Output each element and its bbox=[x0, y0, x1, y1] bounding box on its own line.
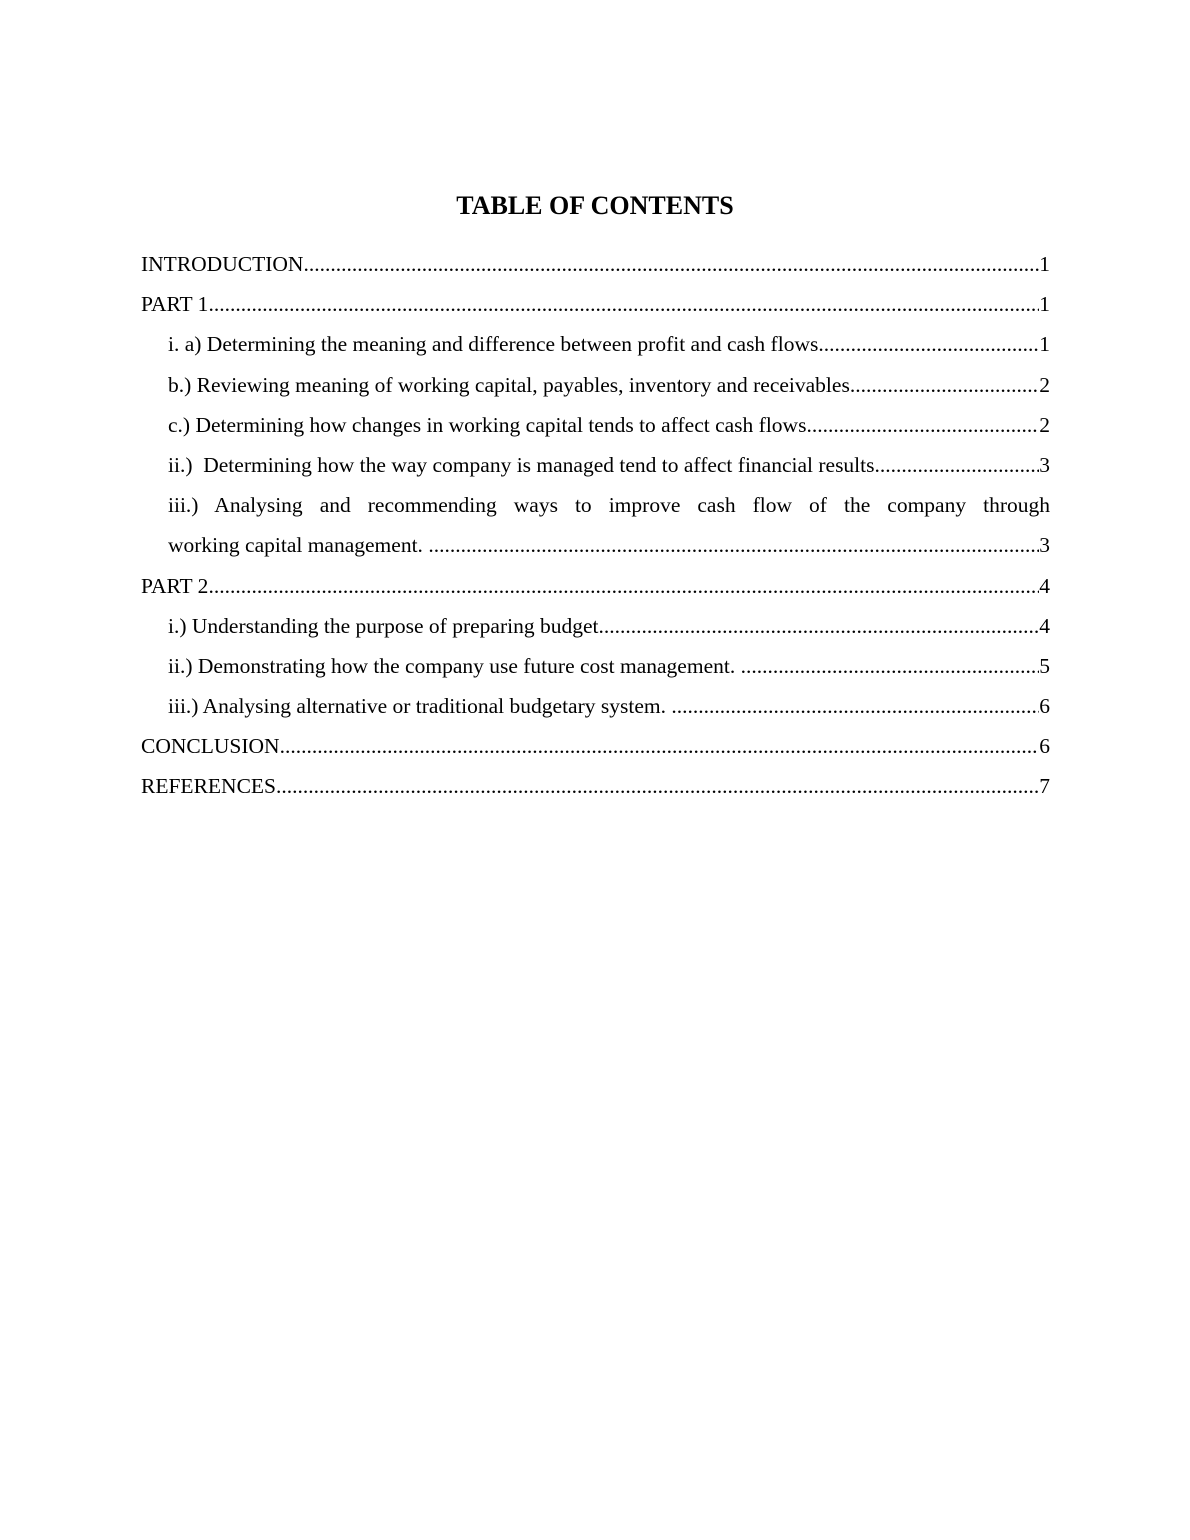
toc-entry-label: CONCLUSION bbox=[141, 734, 280, 759]
toc-leader-dots bbox=[208, 566, 1039, 606]
toc-page-number: 3 bbox=[1039, 533, 1050, 558]
toc-leader-dots bbox=[850, 365, 1039, 405]
toc-page-number: 1 bbox=[1039, 292, 1050, 317]
toc-leader-dots bbox=[276, 766, 1039, 806]
toc-page-number: 5 bbox=[1039, 653, 1050, 678]
toc-entry-future-cost[interactable] bbox=[141, 646, 1050, 686]
toc-entry-part-1[interactable] bbox=[141, 284, 1050, 324]
page-title: TABLE OF CONTENTS bbox=[456, 191, 734, 220]
toc-page-number: 1 bbox=[1039, 252, 1050, 276]
toc-page-number: 1 bbox=[1039, 332, 1050, 357]
toc-page-number: 6 bbox=[1039, 734, 1050, 759]
toc-leader-dots bbox=[671, 686, 1039, 726]
toc-entry-purpose-budget[interactable] bbox=[141, 606, 1050, 646]
toc-entry-profit-cash-flows[interactable] bbox=[141, 324, 1050, 364]
toc-list bbox=[141, 244, 1050, 807]
toc-leader-dots bbox=[428, 525, 1039, 565]
toc-page-number: 7 bbox=[1039, 774, 1050, 799]
toc-page-number: 6 bbox=[1039, 694, 1050, 719]
toc-leader-dots bbox=[208, 284, 1039, 324]
toc-leader-dots bbox=[280, 726, 1040, 766]
toc-entry-label: i. a) Determining the meaning and difference between profit and cash flows bbox=[168, 332, 819, 357]
toc-entry-conclusion[interactable] bbox=[141, 726, 1050, 766]
toc-leader-dots bbox=[875, 445, 1040, 485]
toc-entry-line-2 bbox=[168, 525, 1050, 565]
toc-entry-label: REFERENCES bbox=[141, 774, 276, 799]
toc-entry-changes-working-capital[interactable] bbox=[141, 405, 1050, 445]
toc-entry-label: INTRODUCTION bbox=[141, 252, 304, 276]
toc-entry-label: PART 1 bbox=[141, 292, 209, 317]
toc-entry-label: ii.) Demonstrating how the company use future cost management. bbox=[168, 653, 741, 678]
toc-entry-label-line-2: working capital management. bbox=[168, 533, 429, 558]
toc-page-number: 2 bbox=[1039, 412, 1050, 437]
toc-entry-part-2[interactable] bbox=[141, 566, 1050, 606]
toc-leader-dots bbox=[741, 646, 1040, 686]
toc-entry-working-capital[interactable] bbox=[141, 365, 1050, 405]
toc-entry-label: i.) Understanding the purpose of preparing budget bbox=[168, 613, 599, 638]
toc-entry-company-managed[interactable] bbox=[141, 445, 1050, 485]
toc-entry-references[interactable] bbox=[141, 766, 1050, 806]
toc-page-number: 4 bbox=[1039, 573, 1050, 598]
toc-page-number: 4 bbox=[1039, 613, 1050, 638]
toc-leader-dots bbox=[818, 324, 1039, 364]
toc-entry-label: PART 2 bbox=[141, 573, 209, 598]
toc-leader-dots bbox=[598, 606, 1039, 646]
toc-entry-label-line-1: iii.) Analysing and recommending ways to improve cash flow of the company through bbox=[168, 493, 1050, 518]
toc-entry-budgetary-system[interactable] bbox=[141, 686, 1050, 726]
toc-page-number: 3 bbox=[1039, 452, 1050, 477]
toc-entry-label: b.) Reviewing meaning of working capital, payables, inventory and receivables bbox=[168, 372, 850, 397]
toc-page-number: 2 bbox=[1039, 372, 1050, 397]
toc-entry-label: ii.) Determining how the way company is managed tend to affect financial results bbox=[168, 452, 875, 477]
toc-leader-dots bbox=[303, 244, 1039, 284]
toc-entry-introduction[interactable] bbox=[141, 244, 1050, 284]
toc-entry-label: iii.) Analysing alternative or traditional budgetary system. bbox=[168, 694, 672, 719]
toc-entry-label: c.) Determining how changes in working capital tends to affect cash flows bbox=[168, 412, 807, 437]
toc-leader-dots bbox=[806, 405, 1039, 445]
toc-entry-improve-cash-flow[interactable] bbox=[141, 485, 1050, 565]
